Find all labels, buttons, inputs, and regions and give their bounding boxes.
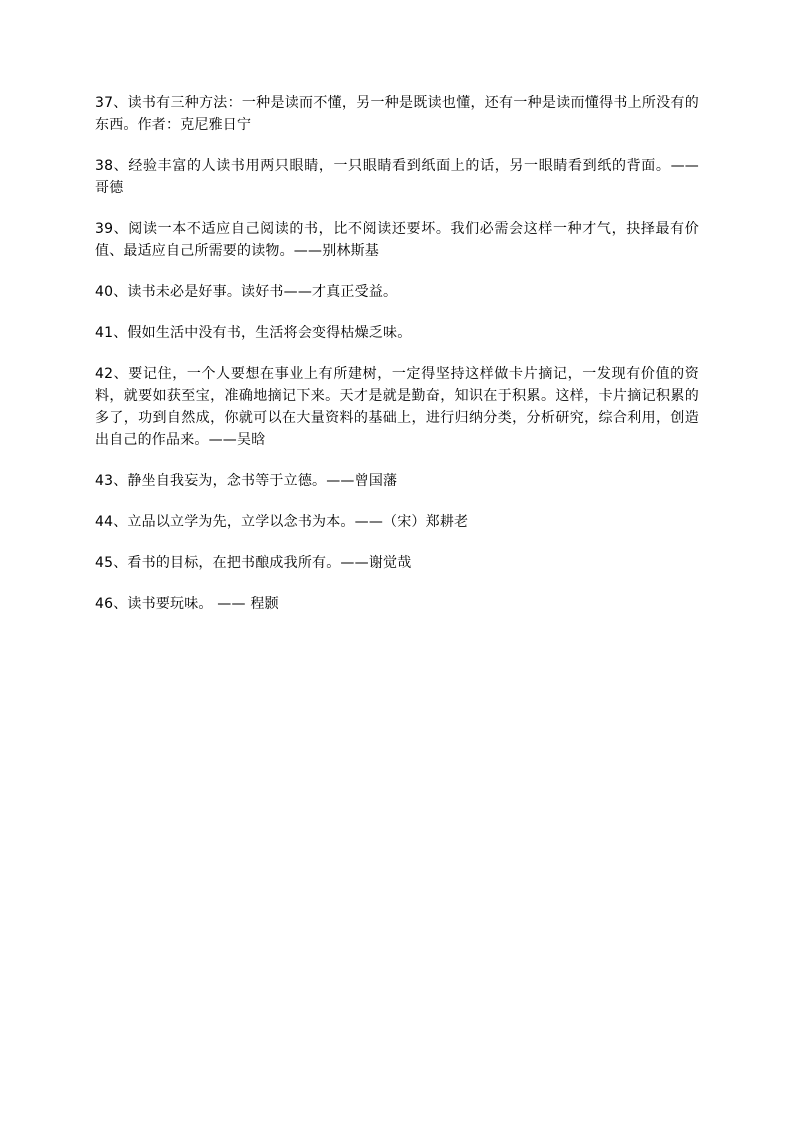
quote-list [95,92,699,634]
quote-43: 43、静坐自我妄为，念书等于立德。——曾国藩 [95,473,398,489]
quote-40: 40、读书未必是好事。读好书——才真正受益。 [95,284,398,300]
quote-41: 41、假如生活中没有书，生活将会变得枯燥乏味。 [95,325,412,341]
quote-38: 38、经验丰富的人读书用两只眼睛，一只眼睛看到纸面上的话，另一眼睛看到纸的背面。—— 哥德 [95,158,699,196]
quote-45: 45、看书的目标，在把书酿成我所有。——谢觉哉 [95,555,412,571]
quote-39: 39、阅读一本不适应自己阅读的书，比不阅读还要坏。我们必需会这样一种才气，抉择最有价值、最适应自己所需要的读物。——别林斯基 [95,221,699,259]
quote-44: 44、立品以立学为先，立学以念书为本。——（宋）郑耕老 [95,514,469,530]
quote-42: 42、要记住，一个人要想在事业上有所建树，一定得坚持这样做卡片摘记，一发现有价值的资料，就要如获至宝，准确地摘记下来。天才是就是勤奋，知识在于积累。这样，卡片摘记积累的多了，功到自然成，你就可以在大量资料的基础上，进行归纳分类，分析研究，综合利用，创造出自己的作品来。——吴晗 [95,366,699,448]
quote-37: 37、读书有三种方法：一种是读而不懂，另一种是既读也懂，还有一种是读而懂得书上所没有的东西。作者：克尼雅日宁 [95,95,699,133]
quote-46: 46、读书要玩味。 —— 程颢 [95,596,279,612]
